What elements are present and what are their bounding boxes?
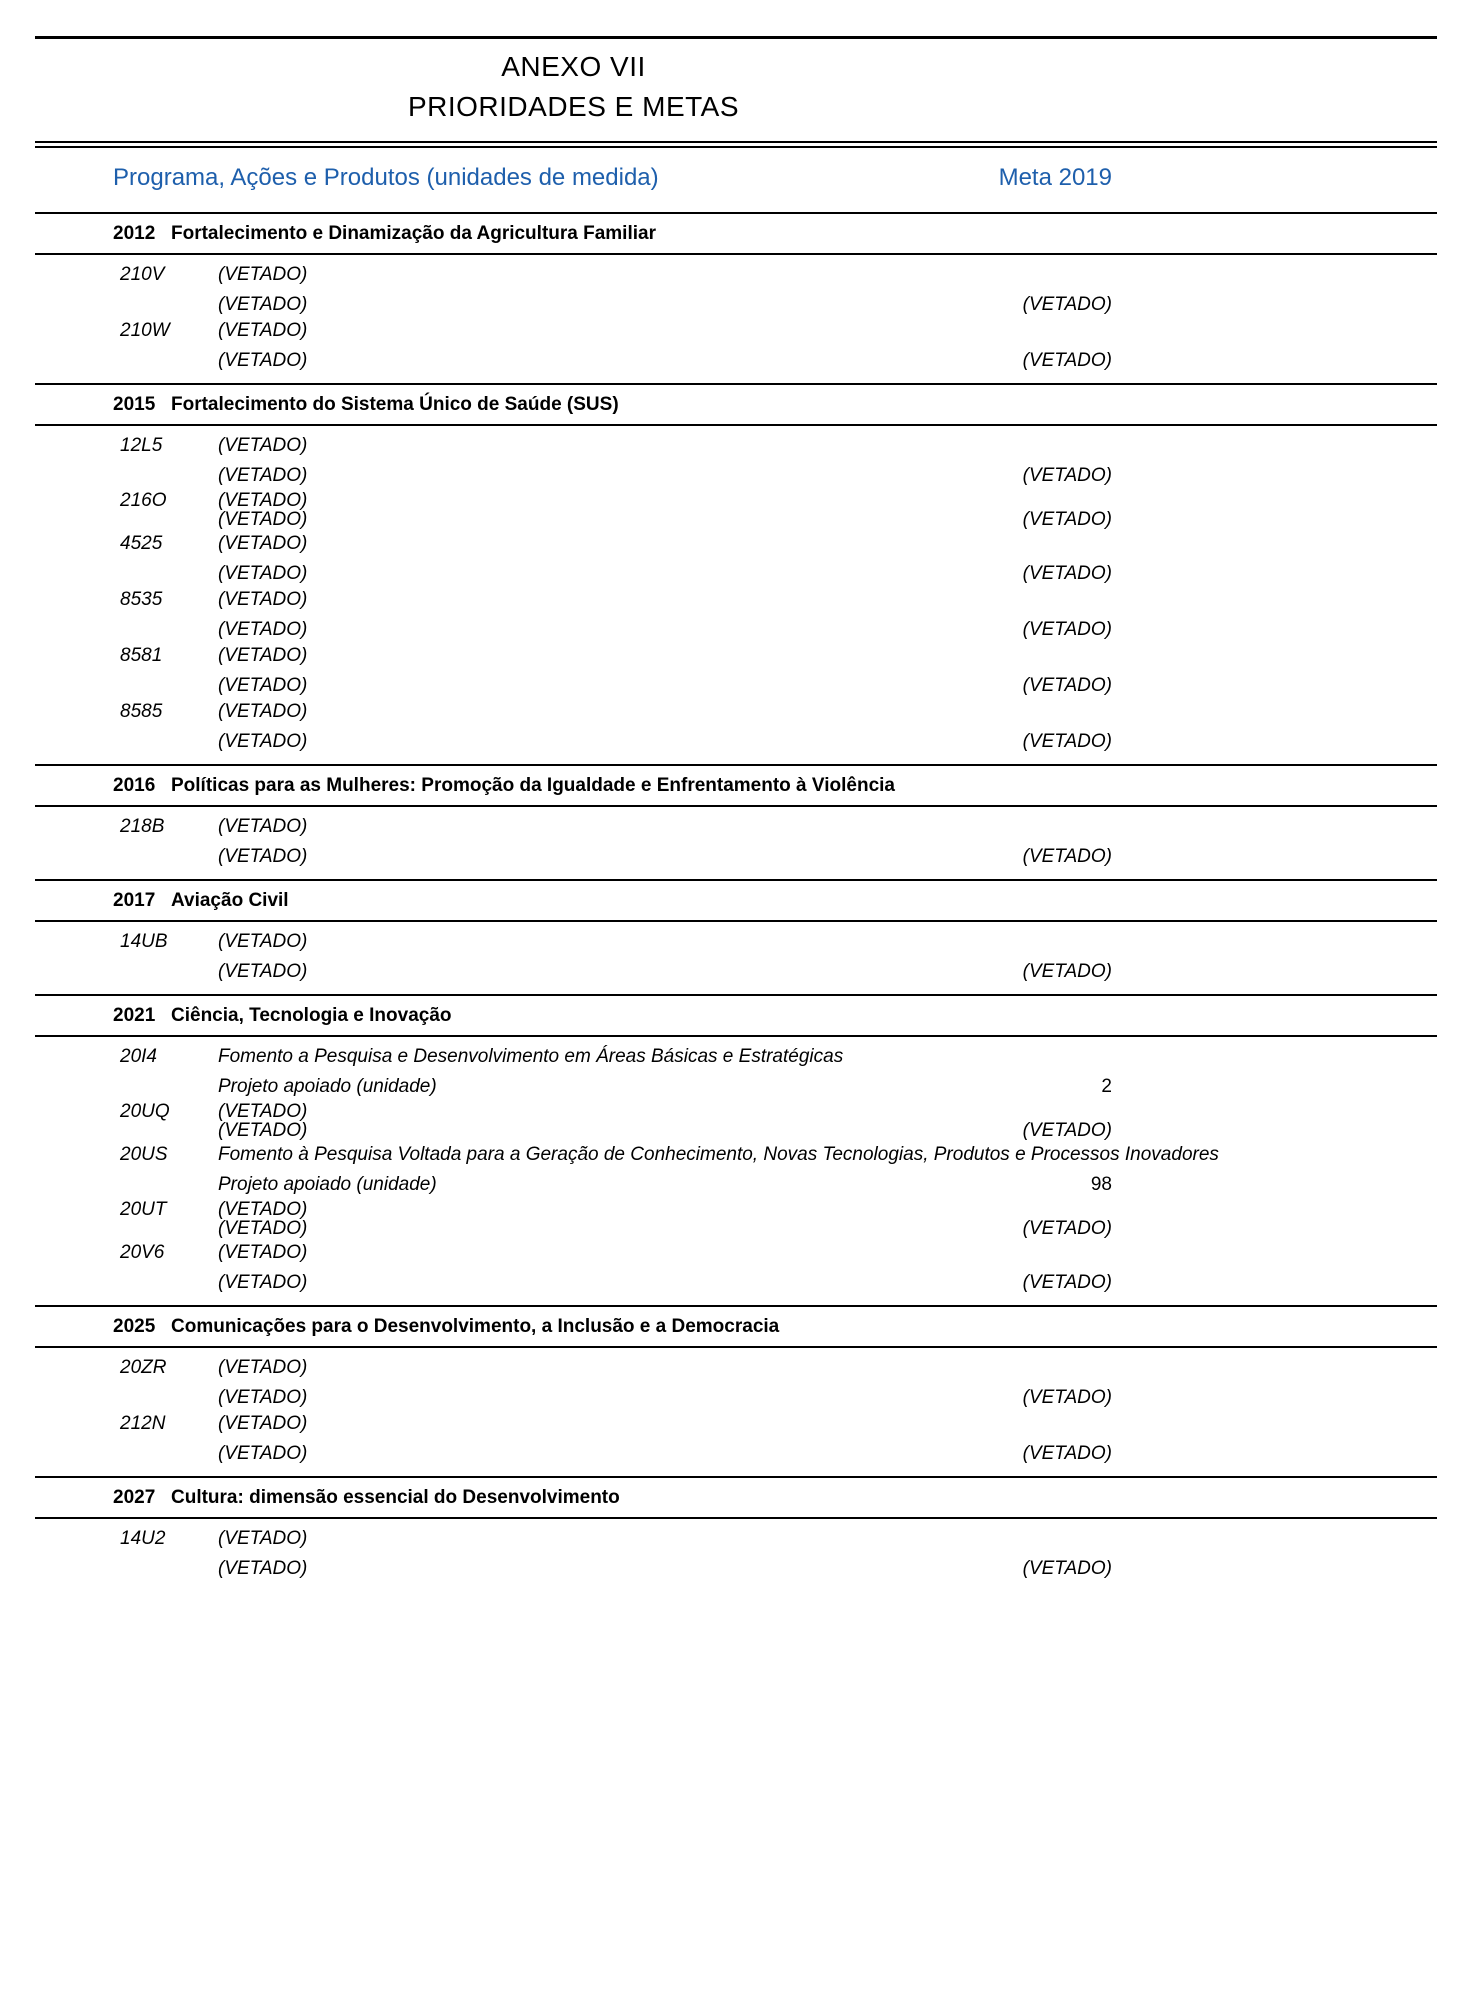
action-meta: (VETADO) <box>1022 1443 1112 1464</box>
action-meta: (VETADO) <box>1022 465 1112 486</box>
action-title: (VETADO) <box>218 816 308 837</box>
action-product: (VETADO) <box>218 465 308 486</box>
action-code: 8535 <box>120 589 163 610</box>
actions-list <box>35 1348 1437 1476</box>
action-row <box>35 1242 1437 1294</box>
action-meta: (VETADO) <box>1022 1272 1112 1293</box>
action-row <box>35 264 1437 316</box>
document-title-line1: ANEXO VII <box>501 51 646 82</box>
action-meta: 98 <box>1090 1174 1112 1195</box>
action-code: 20UQ <box>120 1101 170 1122</box>
document-title-block <box>35 39 1112 141</box>
double-rule <box>35 141 1437 148</box>
document-title-line2: PRIORIDADES E METAS <box>407 91 740 122</box>
program-section <box>35 383 1437 764</box>
action-row <box>35 701 1437 753</box>
action-product: (VETADO) <box>218 846 308 867</box>
program-header <box>35 766 1437 807</box>
action-title: (VETADO) <box>218 1528 308 1549</box>
action-code: 14U2 <box>120 1528 166 1549</box>
actions-list <box>35 922 1437 994</box>
action-meta: (VETADO) <box>1022 350 1112 371</box>
actions-list <box>35 807 1437 879</box>
action-product: (VETADO) <box>218 509 308 530</box>
action-meta: (VETADO) <box>1022 619 1112 640</box>
actions-list <box>35 426 1437 764</box>
program-code: 2027 <box>113 1487 156 1508</box>
program-header <box>35 385 1437 426</box>
action-title: (VETADO) <box>218 645 308 666</box>
action-title: (VETADO) <box>218 1357 308 1378</box>
action-title: (VETADO) <box>218 1413 308 1434</box>
action-code: 14UB <box>120 931 168 952</box>
actions-list <box>35 1037 1437 1305</box>
action-title: (VETADO) <box>218 264 308 285</box>
action-meta: (VETADO) <box>1022 563 1112 584</box>
action-title: (VETADO) <box>218 490 308 511</box>
action-product: (VETADO) <box>218 961 308 982</box>
program-title: Ciência, Tecnologia e Inovação <box>171 1005 452 1026</box>
actions-list <box>35 1519 1437 1591</box>
program-title: Aviação Civil <box>171 890 289 911</box>
program-header <box>35 1478 1437 1519</box>
action-row <box>35 645 1437 697</box>
action-title: (VETADO) <box>218 1242 308 1263</box>
action-code: 20UT <box>120 1199 167 1220</box>
program-code: 2021 <box>113 1005 156 1026</box>
action-code: 20US <box>120 1144 168 1165</box>
program-title: Comunicações para o Desenvolvimento, a Inclusão e a Democracia <box>171 1316 780 1337</box>
action-product: (VETADO) <box>218 1387 308 1408</box>
program-header <box>35 214 1437 255</box>
action-meta: (VETADO) <box>1022 961 1112 982</box>
action-product: (VETADO) <box>218 1272 308 1293</box>
action-title: (VETADO) <box>218 1101 308 1122</box>
action-row <box>35 1046 1437 1098</box>
program-section <box>35 994 1437 1305</box>
action-product: (VETADO) <box>218 731 308 752</box>
action-meta: (VETADO) <box>1022 1387 1112 1408</box>
action-title: (VETADO) <box>218 533 308 554</box>
action-title: (VETADO) <box>218 589 308 610</box>
program-header <box>35 881 1437 922</box>
action-product: Projeto apoiado (unidade) <box>218 1174 437 1195</box>
program-section <box>35 1305 1437 1476</box>
program-title: Fortalecimento do Sistema Único de Saúde (SUS) <box>171 394 619 415</box>
action-row <box>35 435 1437 487</box>
actions-list <box>35 255 1437 383</box>
action-code: 20I4 <box>120 1046 157 1067</box>
action-code: 210V <box>120 264 165 285</box>
action-row <box>35 1200 1437 1238</box>
action-title: Fomento a Pesquisa e Desenvolvimento em Áreas Básicas e Estratégicas <box>218 1046 844 1067</box>
action-product: (VETADO) <box>218 675 308 696</box>
action-meta: (VETADO) <box>1022 675 1112 696</box>
action-code: 210W <box>120 320 170 341</box>
action-title: Fomento à Pesquisa Voltada para a Geração de Conhecimento, Novas Tecnologias, Produtos e Processos Inovadores <box>218 1144 1219 1165</box>
action-code: 8581 <box>120 645 163 666</box>
action-meta: (VETADO) <box>1022 846 1112 867</box>
action-code: 216O <box>120 490 167 511</box>
action-row <box>35 1102 1437 1140</box>
program-section <box>35 212 1437 383</box>
program-section <box>35 1476 1437 1591</box>
programs-list <box>35 212 1437 1591</box>
action-product: (VETADO) <box>218 294 308 315</box>
column-header-programs: Programa, Ações e Produtos (unidades de medida) <box>113 164 659 191</box>
action-meta: (VETADO) <box>1022 731 1112 752</box>
program-header <box>35 1307 1437 1348</box>
action-product: Projeto apoiado (unidade) <box>218 1076 437 1097</box>
program-title: Cultura: dimensão essencial do Desenvolvimento <box>171 1487 620 1508</box>
action-product: (VETADO) <box>218 1558 308 1579</box>
action-row <box>35 1357 1437 1409</box>
action-code: 212N <box>120 1413 166 1434</box>
program-section <box>35 764 1437 879</box>
action-meta: (VETADO) <box>1022 1218 1112 1239</box>
program-section <box>35 879 1437 994</box>
action-code: 218B <box>120 816 165 837</box>
action-row <box>35 931 1437 983</box>
program-title: Fortalecimento e Dinamização da Agricultura Familiar <box>171 223 656 244</box>
program-code: 2025 <box>113 1316 156 1337</box>
action-row <box>35 533 1437 585</box>
action-product: (VETADO) <box>218 563 308 584</box>
action-row <box>35 816 1437 868</box>
action-meta: (VETADO) <box>1022 509 1112 530</box>
action-row <box>35 1528 1437 1580</box>
action-row <box>35 491 1437 529</box>
program-code: 2012 <box>113 223 156 244</box>
action-meta: 2 <box>1101 1076 1112 1097</box>
action-title: (VETADO) <box>218 1199 308 1220</box>
action-row <box>35 1413 1437 1465</box>
action-code: 8585 <box>120 701 163 722</box>
program-code: 2017 <box>113 890 156 911</box>
action-product: (VETADO) <box>218 1218 308 1239</box>
action-code: 4525 <box>120 533 163 554</box>
column-header-meta: Meta 2019 <box>998 164 1112 191</box>
action-code: 20ZR <box>120 1357 167 1378</box>
action-product: (VETADO) <box>218 1120 308 1141</box>
action-title: (VETADO) <box>218 435 308 456</box>
action-title: (VETADO) <box>218 320 308 341</box>
action-meta: (VETADO) <box>1022 294 1112 315</box>
action-product: (VETADO) <box>218 619 308 640</box>
program-title: Políticas para as Mulheres: Promoção da Igualdade e Enfrentamento à Violência <box>171 775 895 796</box>
action-meta: (VETADO) <box>1022 1120 1112 1141</box>
action-row <box>35 1144 1437 1196</box>
action-product: (VETADO) <box>218 350 308 371</box>
action-title: (VETADO) <box>218 701 308 722</box>
program-header <box>35 996 1437 1037</box>
program-code: 2016 <box>113 775 156 796</box>
action-title: (VETADO) <box>218 931 308 952</box>
action-product: (VETADO) <box>218 1443 308 1464</box>
program-code: 2015 <box>113 394 156 415</box>
action-row <box>35 320 1437 372</box>
action-code: 20V6 <box>120 1242 165 1263</box>
action-row <box>35 589 1437 641</box>
action-code: 12L5 <box>120 435 163 456</box>
action-meta: (VETADO) <box>1022 1558 1112 1579</box>
table-header <box>35 148 1437 212</box>
